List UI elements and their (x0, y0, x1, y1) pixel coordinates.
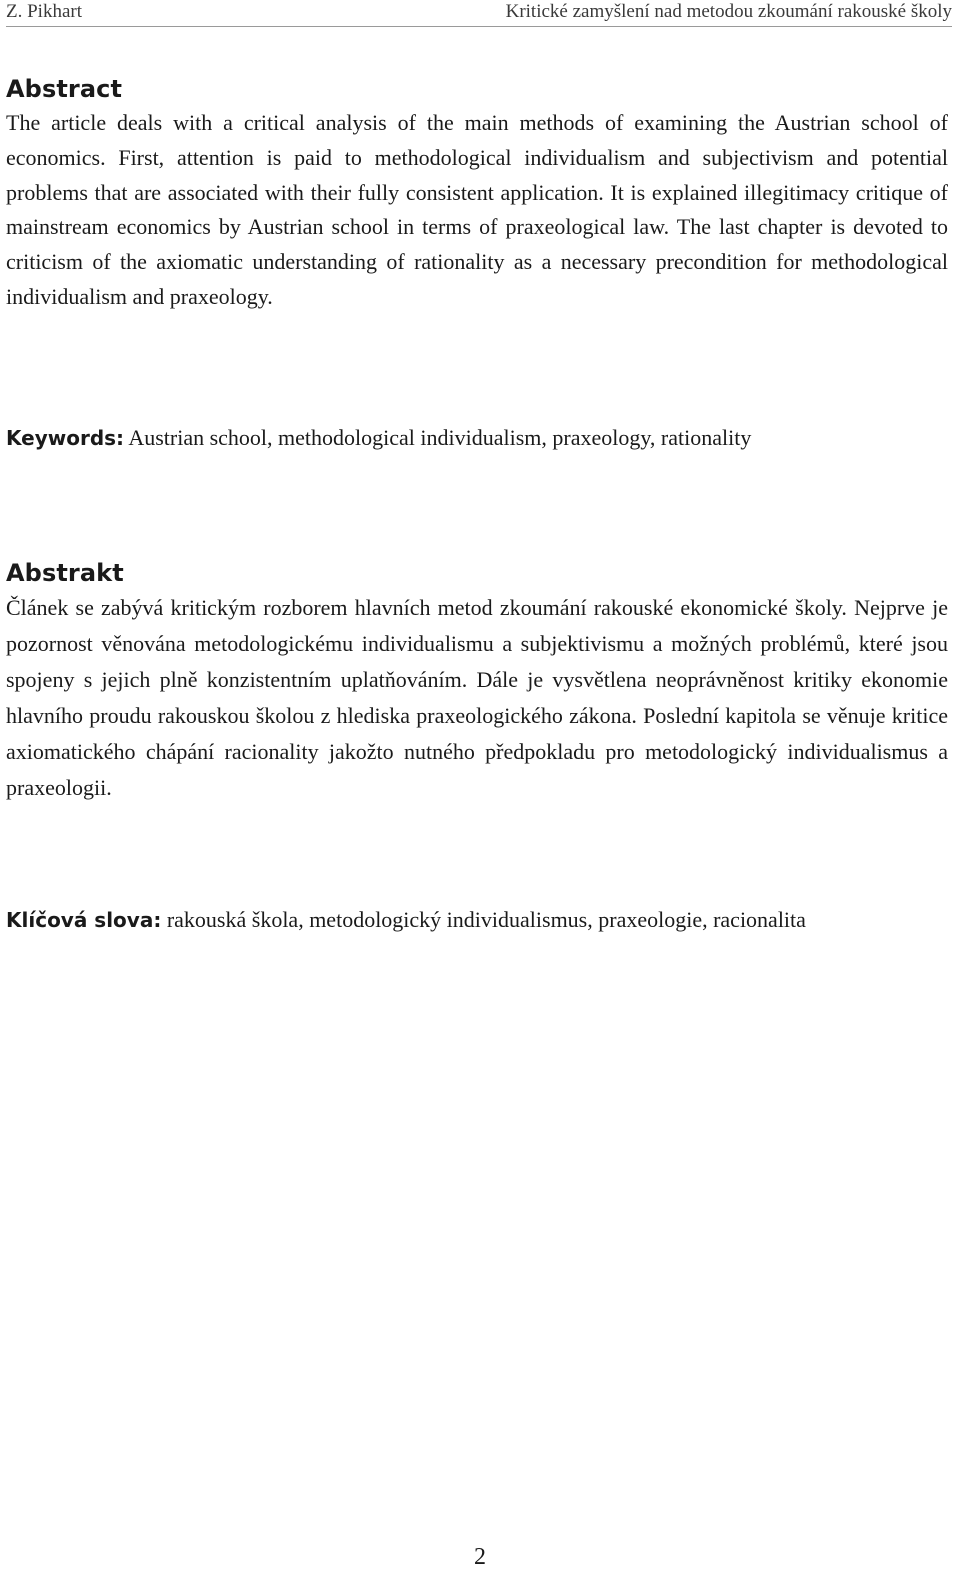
abstract-cz-section (6, 556, 948, 806)
page-number: 2 (474, 1544, 486, 1570)
header-author: Z. Pikhart (6, 1, 82, 22)
abstract-text: The article deals with a critical analysis of the main methods of examining the Austrian school of economics. First, attention is paid to methodological individualism and subjectivism and potential problems that are associated with their fully consistent application. It is explained illegitimacy critique of mainstream economics by Austrian school in terms of praxeological law. The last chapter is devoted to criticism of the axiomatic understanding of rationality as a necessary precondition for methodological individualism and praxeology. (6, 110, 948, 309)
keywords-cz-section (6, 903, 948, 937)
keywords-line (6, 421, 948, 455)
keywords-label: Keywords: (6, 426, 125, 450)
header-title: Kritické zamyšlení nad metodou zkoumání rakouské školy (505, 1, 952, 22)
abstrakt-heading: Abstrakt (6, 559, 124, 587)
abstract-en-section (6, 72, 948, 315)
abstract-heading: Abstract (6, 75, 123, 103)
abstrakt-text: Článek se zabývá kritickým rozborem hlavních metod zkoumání rakouské ekonomické školy. Nejprve je pozornost věnována metodologickému individualismu a subjektivismu a možných problémů, které jsou spojeny s jejich plně konzistentním uplatňováním. Dále je vysvětlena neoprávněnost kritiky ekonomie hlavního proudu rakouskou školou z hlediska praxeologického zákona. Poslední kapitola se věnuje kritice axiomatického chápání racionality jakožto nutného předpokladu pro metodologický individualismus a praxeologii. (6, 595, 948, 800)
klicova-slova-line (6, 903, 948, 937)
keywords-en-section (6, 421, 948, 455)
keywords-text: Austrian school, methodological individualism, praxeology, rationality (124, 425, 752, 450)
klicova-slova-text: rakouská škola, metodologický individualismus, praxeologie, racionalita (161, 907, 806, 932)
klicova-slova-label: Klíčová slova: (6, 908, 162, 932)
running-header (6, 0, 952, 27)
